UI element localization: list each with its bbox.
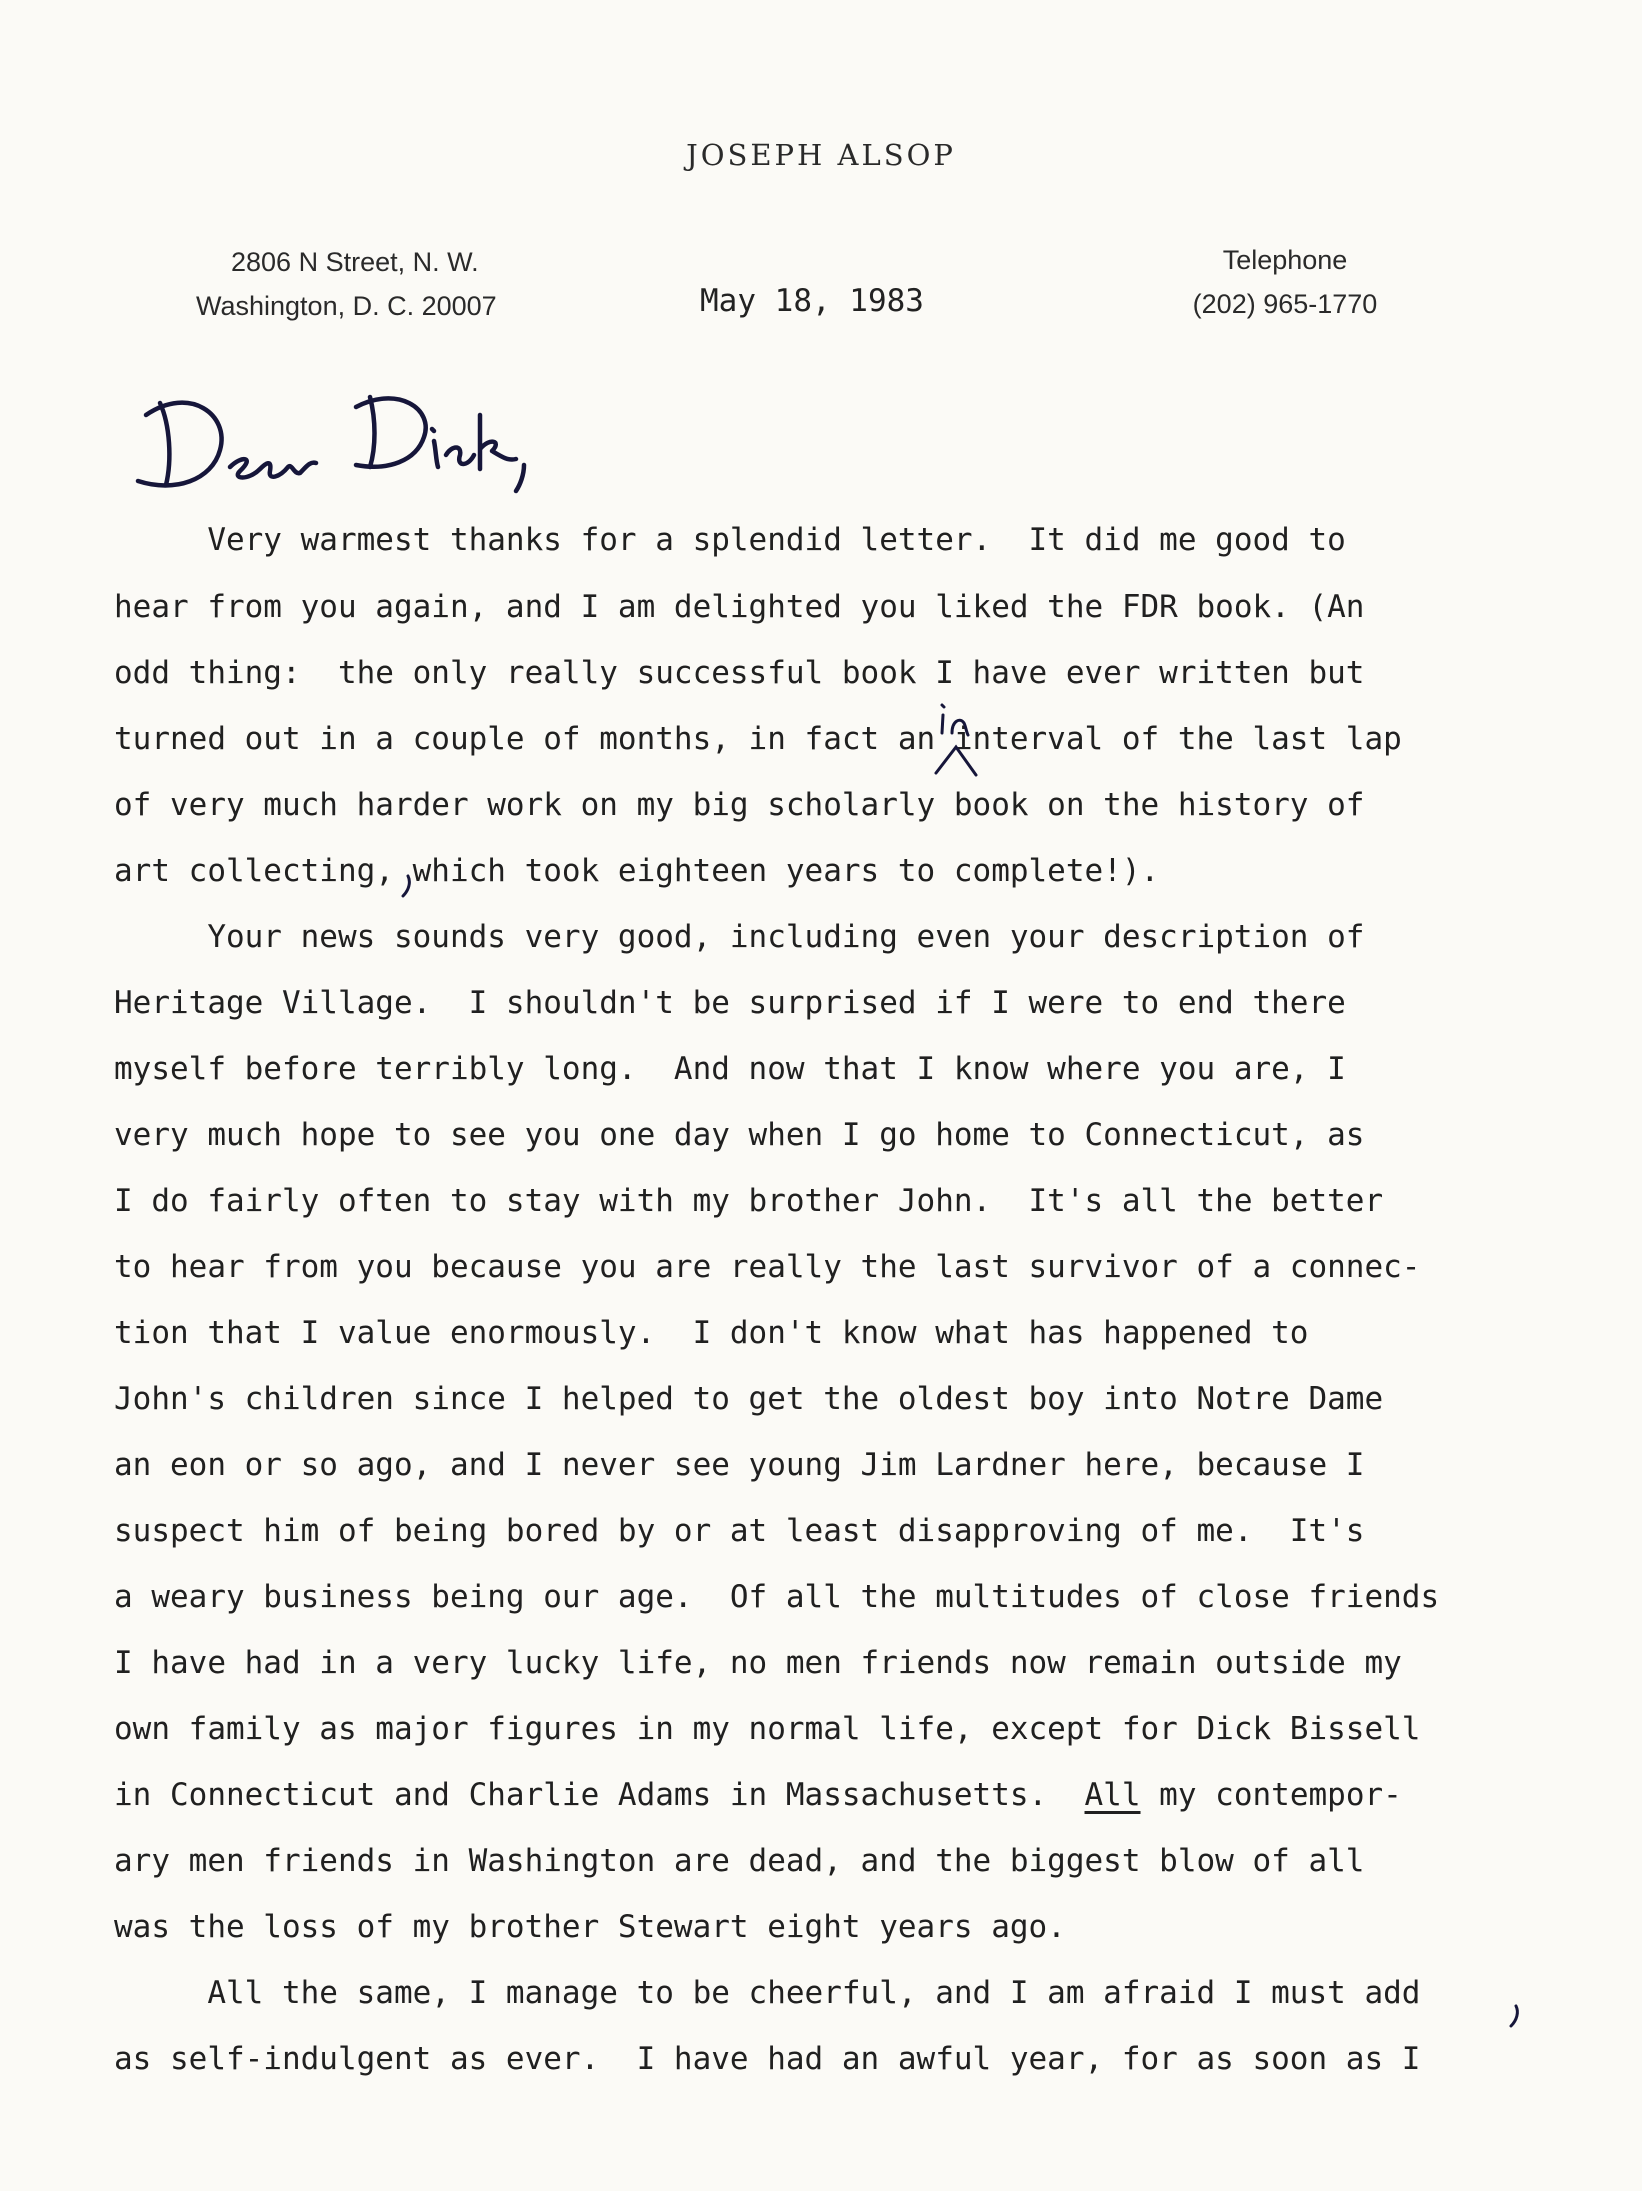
body-line-13: tion that I value enormously. I don't know what has happened to <box>114 1315 1309 1351</box>
body-line-3: odd thing: the only really successful book I have ever written but <box>114 655 1365 691</box>
body-line-6: art collecting, which took eighteen years to complete!). <box>114 853 1160 889</box>
salutation-ink <box>130 385 550 505</box>
body-line-20-start: in Connecticut and Charlie Adams in Massachusetts. <box>114 1777 1085 1813</box>
body-line-1: Very warmest thanks for a splendid letter. It did me good to <box>114 522 1346 558</box>
body-line-18: I have had in a very lucky life, no men friends now remain outside my <box>114 1645 1402 1681</box>
body-line-10: very much hope to see you one day when I go home to Connecticut, as <box>114 1117 1365 1153</box>
body-line-23: All the same, I manage to be cheerful, and I am afraid I must add <box>114 1975 1421 2011</box>
letterhead-address <box>196 240 497 328</box>
address-line-2: Washington, D. C. 20007 <box>196 291 497 321</box>
body-line-2: hear from you again, and I am delighted you liked the FDR book. (An <box>114 589 1365 625</box>
body-line-9: myself before terribly long. And now that I know where you are, I <box>114 1051 1346 1087</box>
handwritten-salutation <box>130 385 550 505</box>
body-line-24: as self-indulgent as ever. I have had an awful year, for as soon as I <box>114 2041 1421 2077</box>
body-line-7: Your news sounds very good, including even your description of <box>114 919 1365 955</box>
body-line-4: turned out in a couple of months, in fact an interval of the last lap <box>114 721 1402 757</box>
handwritten-comma-2 <box>1506 2002 1526 2032</box>
body-line-20 <box>114 1775 1402 1815</box>
body-line-22: was the loss of my brother Stewart eight years ago. <box>114 1909 1066 1945</box>
body-line-15: an eon or so ago, and I never see young Jim Lardner here, because I <box>114 1447 1365 1483</box>
body-line-20-end: my contempor- <box>1140 1777 1402 1813</box>
body-line-16: suspect him of being bored by or at least disapproving of me. It's <box>114 1513 1365 1549</box>
body-line-5: of very much harder work on my big scholarly book on the history of <box>114 787 1365 823</box>
letterhead-phone <box>1175 238 1395 326</box>
body-line-14: John's children since I helped to get the oldest boy into Notre Dame <box>114 1381 1384 1417</box>
underlined-word: All <box>1084 1777 1141 1813</box>
body-line-17: a weary business being our age. Of all the multitudes of close friends <box>114 1579 1440 1615</box>
address-line-1: 2806 N Street, N. W. <box>231 247 479 277</box>
phone-number: (202) 965-1770 <box>1192 289 1378 319</box>
body-line-21: ary men friends in Washington are dead, and the biggest blow of all <box>114 1843 1365 1879</box>
body-line-8: Heritage Village. I shouldn't be surprised if I were to end there <box>114 985 1346 1021</box>
body-line-11: I do fairly often to stay with my brother John. It's all the better <box>114 1183 1384 1219</box>
letterhead-name: JOSEPH ALSOP <box>686 138 956 172</box>
body-line-12: to hear from you because you are really the last survivor of a connec- <box>114 1249 1421 1285</box>
phone-label: Telephone <box>1222 245 1348 275</box>
letter-date: May 18, 1983 <box>700 283 924 319</box>
body-line-19: own family as major figures in my normal life, except for Dick Bissell <box>114 1711 1421 1747</box>
